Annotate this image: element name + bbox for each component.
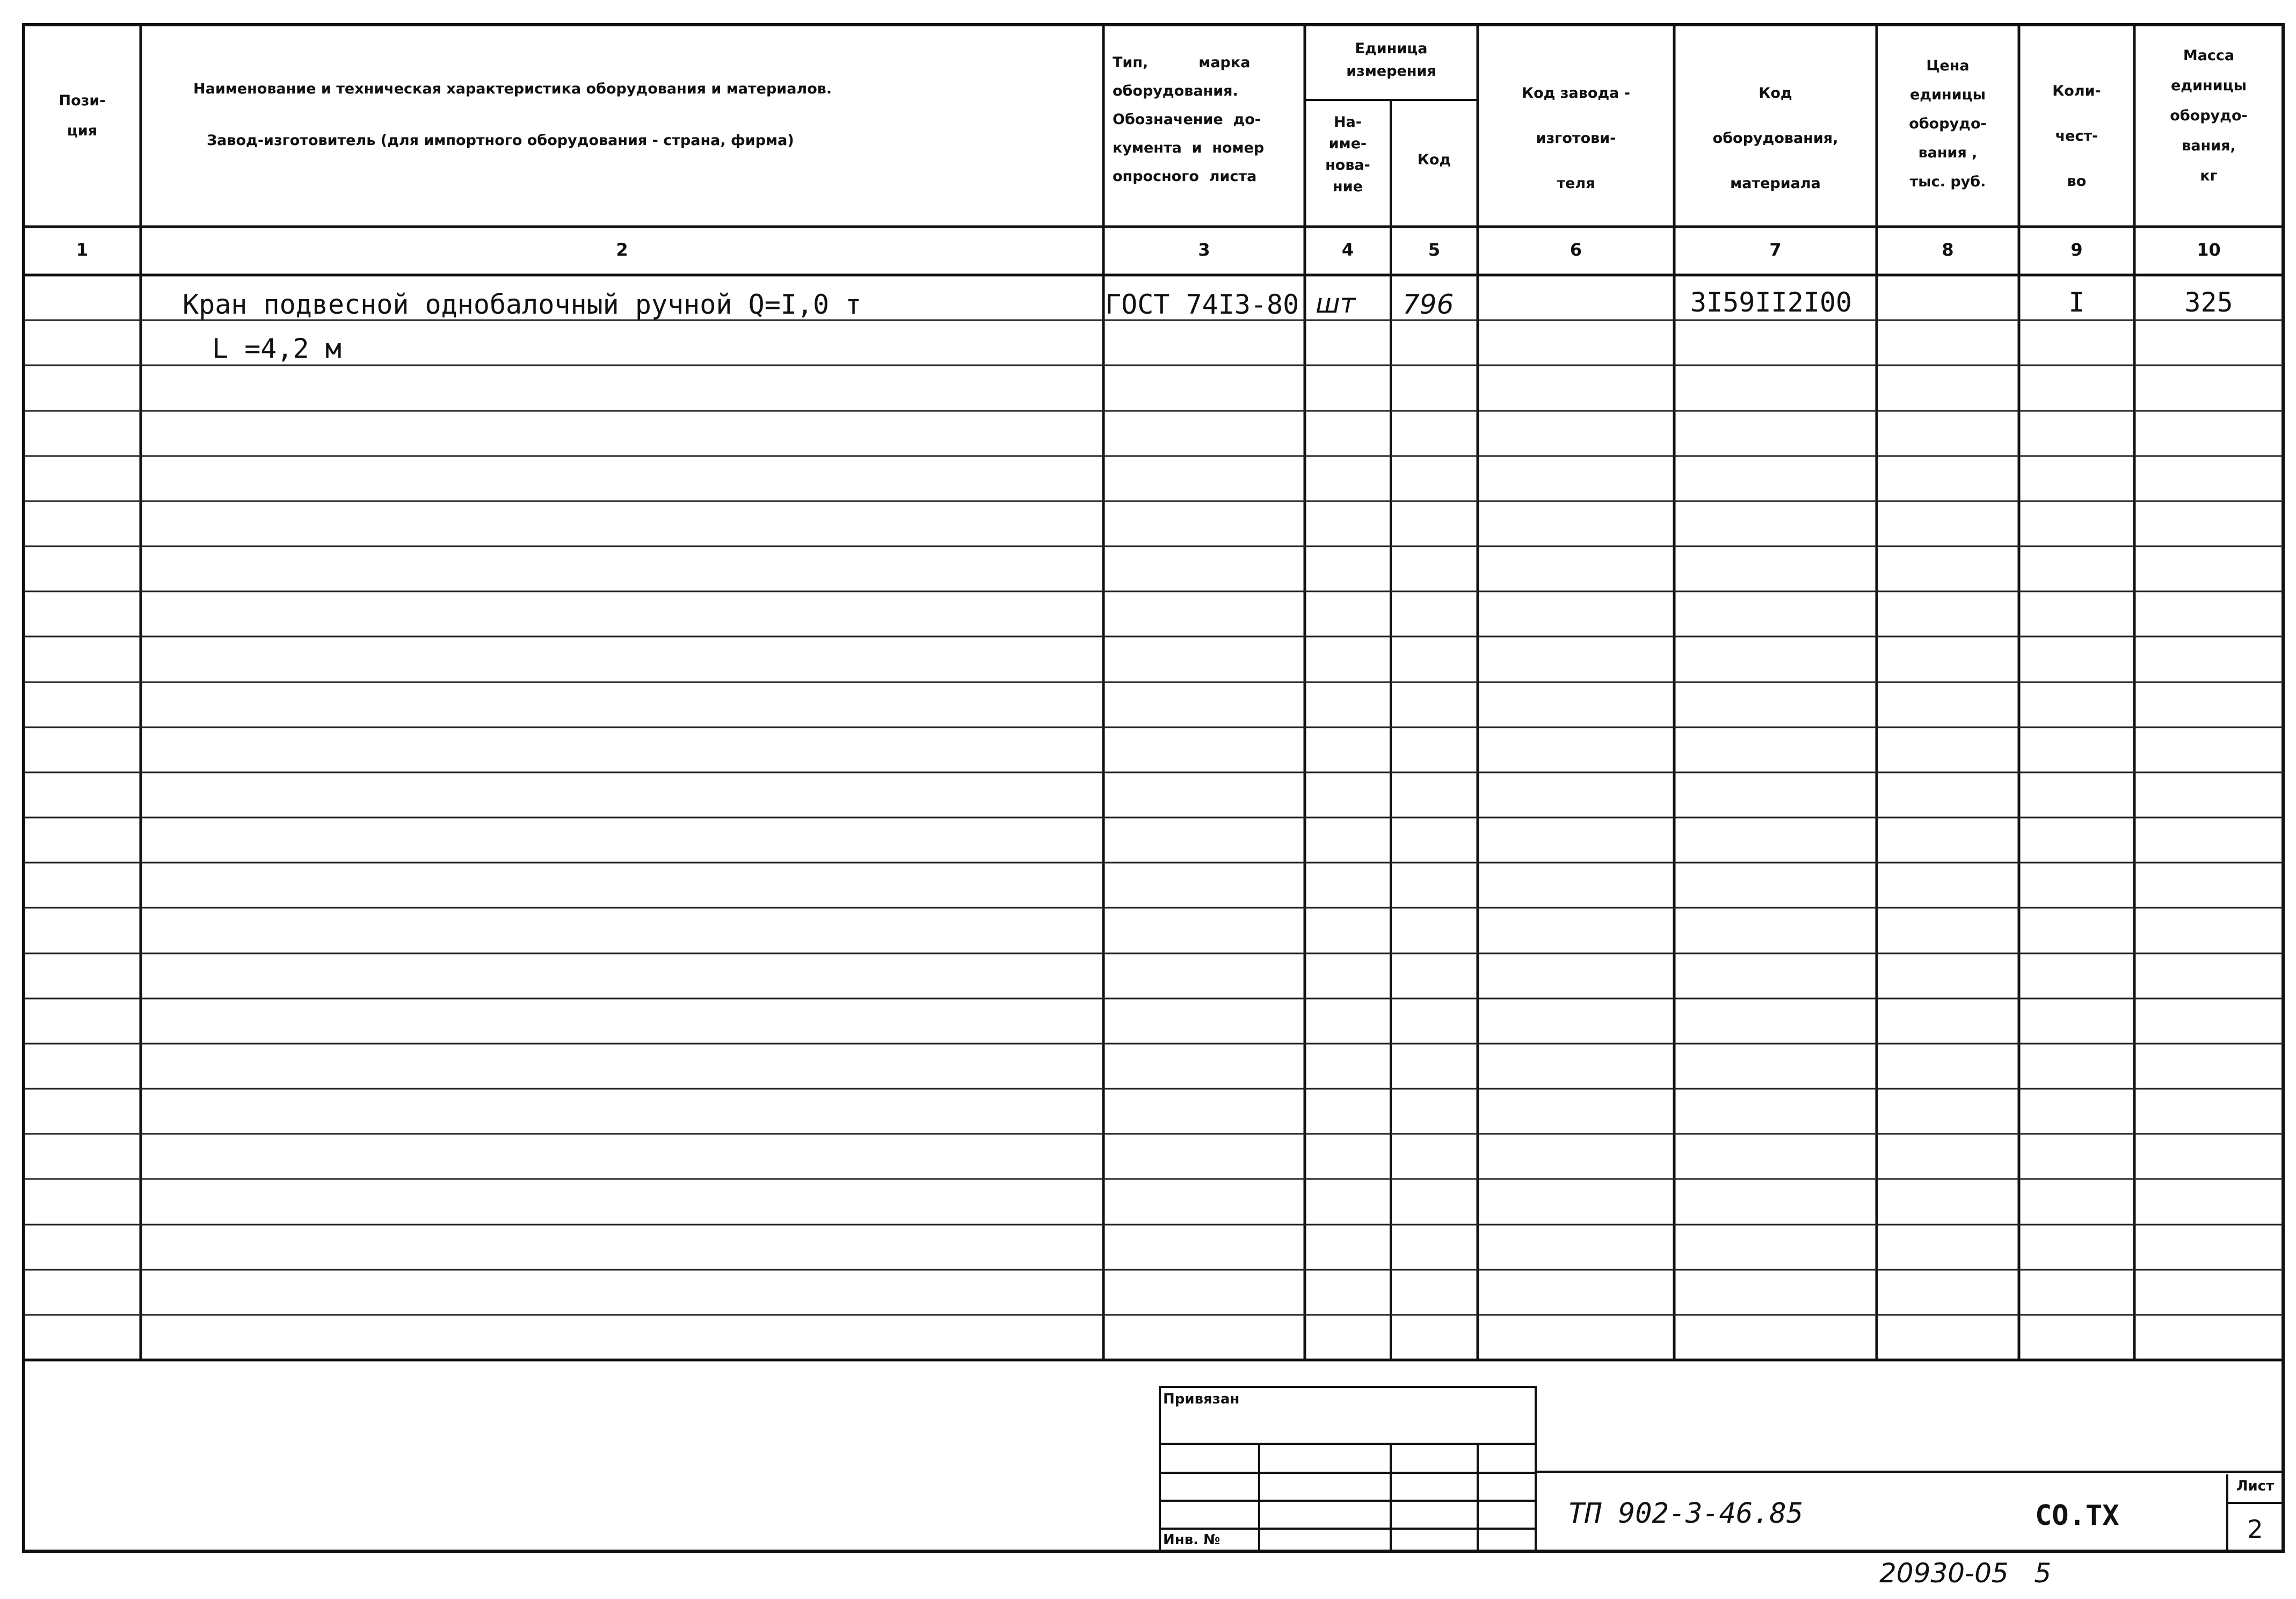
header-quantity: Коли- чест- во [2052, 83, 2101, 190]
sheet-label: Лист [2236, 1478, 2275, 1494]
column-number: 1 [76, 240, 89, 260]
header-unit-price: Цена единицы оборудо- вания , тыс. руб. [1909, 57, 1987, 190]
header-equipment-code: Код оборудования, материала [1712, 85, 1839, 192]
column-number: 2 [616, 240, 628, 260]
item-unit-name: шт [1316, 288, 1356, 319]
header-name-line2: Завод-изготовитель (для импортного оборудования - страна, фирма) [207, 132, 794, 149]
header-name-line1: Наименование и техническая характеристика оборудования и материалов. [193, 81, 832, 97]
item-name-continuation: L =4,2 м [212, 333, 342, 364]
item-unit-code: 796 [1403, 289, 1454, 320]
section-code: СО.ТХ [2035, 1500, 2119, 1532]
item-quantity: I [2068, 287, 2085, 318]
header-unit-name: На- име- нова- ние [1325, 114, 1370, 195]
item-mass: 325 [2184, 287, 2233, 318]
column-number: 8 [1942, 240, 1954, 260]
bound-label: Привязан [1163, 1391, 1240, 1407]
column-number: 6 [1570, 240, 1582, 260]
column-number: 5 [1428, 240, 1441, 260]
item-document: ГОСТ 74I3-80 [1105, 289, 1299, 320]
column-number: 4 [1341, 240, 1354, 260]
header-plant-code: Код завода - изготови- теля [1522, 85, 1630, 192]
header-unit-mass: Масса единицы оборудо- вания, кг [2170, 47, 2248, 184]
column-number: 10 [2197, 240, 2221, 260]
header-unit-group: Единица измерения [1346, 40, 1436, 79]
header-position: Пози- ция [59, 92, 106, 139]
column-number: 7 [1769, 240, 1782, 260]
column-number: 9 [2070, 240, 2083, 260]
inventory-label: Инв. № [1163, 1532, 1220, 1548]
document-code: ТП 902-3-46.85 [1568, 1497, 1804, 1530]
item-equipment-code: 3I59II2I00 [1690, 287, 1852, 318]
item-name: Кран подвесной однобалочный ручной Q=I,0 т [183, 289, 862, 320]
header-unit-code: Код [1417, 151, 1451, 168]
header-type-mark: Тип, марка оборудования. Обозначение до- кумента и номер опросного листа [1113, 54, 1265, 185]
column-number: 3 [1198, 240, 1210, 260]
footer-registration-number: 20930-05 5 [1879, 1558, 2052, 1589]
sheet-number: 2 [2247, 1515, 2263, 1544]
